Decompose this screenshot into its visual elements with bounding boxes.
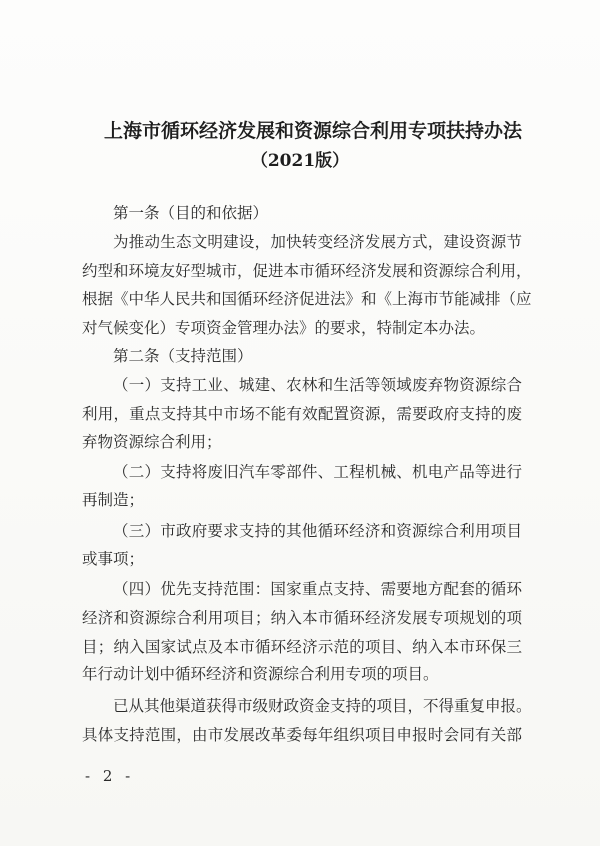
text-line: 根据《中华人民共和国循环经济促进法》和《上海市节能减排（应 — [82, 290, 532, 308]
text-line: （四）优先支持范围：国家重点支持、需要地方配套的循环 — [113, 580, 522, 598]
document-title: 上海市循环经济发展和资源综合利用专项扶持办法 — [104, 120, 523, 142]
article-heading: 第二条（支持范围） — [113, 347, 253, 365]
text-line: 目；纳入国家试点及本市循环经济示范的项目、纳入本市环保三 — [82, 638, 522, 656]
text-line: 弃物资源综合利用； — [82, 433, 222, 451]
text-line: 约型和环境友好型城市，促进本市循环经济发展和资源综合利用， — [82, 262, 532, 280]
text-line: 或事项； — [82, 550, 145, 568]
text-line: 已从其他渠道获得市级财政资金支持的项目，不得重复申报。 — [113, 697, 532, 715]
document-version: （2021版） — [250, 151, 350, 171]
text-line: 年行动计划中循环经济和资源综合利用专项的项目。 — [82, 665, 439, 683]
text-line: （三）市政府要求支持的其他循环经济和资源综合利用项目 — [113, 522, 522, 540]
text-line: 具体支持范围，由市发展改革委每年组织项目申报时会同有关部 — [82, 726, 522, 744]
text-line: 经济和资源综合利用项目；纳入本市循环经济发展专项规划的项 — [82, 609, 522, 627]
text-line: （二）支持将废旧汽车零部件、工程机械、机电产品等进行 — [113, 463, 522, 481]
text-line: 利用，重点支持其中市场不能有效配置资源，需要政府支持的废 — [82, 405, 522, 423]
text-line: 再制造； — [82, 491, 145, 509]
page-number: - 2 - — [85, 767, 135, 785]
article-heading: 第一条（目的和依据） — [113, 204, 269, 222]
text-line: 为推动生态文明建设，加快转变经济发展方式，建设资源节 — [113, 233, 522, 251]
text-line: （一）支持工业、城建、农林和生活等领域废弃物资源综合 — [113, 376, 522, 394]
text-line: 对气候变化）专项资金管理办法》的要求，特制定本办法。 — [82, 319, 486, 337]
